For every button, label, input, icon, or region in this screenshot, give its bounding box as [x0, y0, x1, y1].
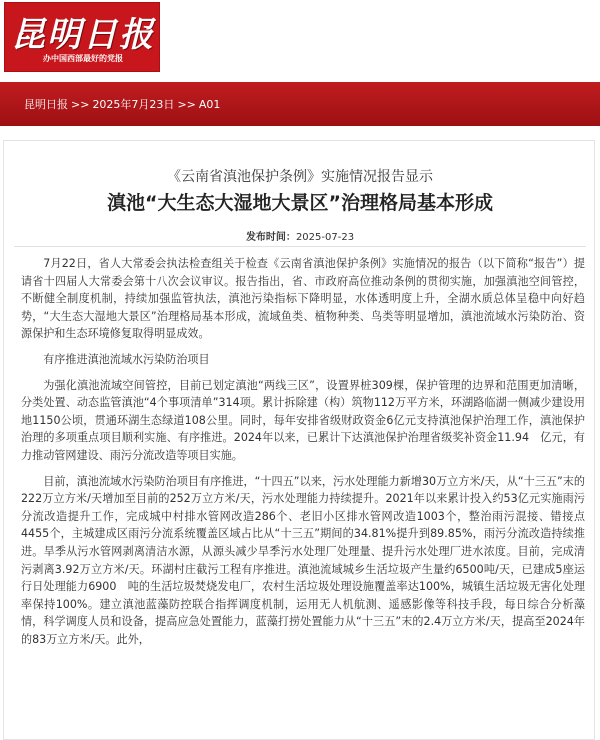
- title-divider: [14, 246, 586, 247]
- paragraph-pollution-projects: 目前，滇池流域水污染防治项目有序推进，“十四五”以来，污水处理能力新增30万立方米/天，从“十三五”末的222万立方米/天增加至目前的252万立方米/天，污水处理能力持续提升。2021年以来累计投入约53亿元实施雨污分流改造提升工作，完成城中村排水管网改造286个、老旧小区排水管网改造1003个，整治雨污混接、错接点4455个，主城建成区雨污分流系统覆盖区域占比从“十三五”期间的34.81%提升到89.85%，雨污分流改造持续推进。旱季从污水管网剥离清洁水源，从源头减少旱季污水处理厂处理量、提升污水处理厂进水浓度。目前，完成清污剥离3.92万立方米/天。环湖村庄截污工程有序推进。滇池流域城乡生活垃圾产生量约6500吨/天，已建成5座运行日处理能力6900 吨的生活垃圾焚烧发电厂，农村生活垃圾处理设施覆盖率达100%，城镇生活垃圾无害化处理率保持100%。建立滇池蓝藻防控联合指挥调度机制，运用无人机航测、遥感影像等科技手段，每日综合分析藻情，科学调度人员和设备，提高应急处置能力，蓝藻打捞处置能力从“十三五”末的2.4万立方米/天，提高至2024年的83万立方米/天。此外，: [21, 474, 585, 646]
- breadcrumb-separator: >>: [177, 98, 196, 111]
- article-pre-title: 《云南省滇池保护条例》实施情况报告显示: [167, 169, 433, 185]
- logo-text: 昆明日报: [11, 15, 155, 55]
- logo-slogan: 办中国西部最好的党报: [43, 54, 123, 63]
- breadcrumb-paper-link[interactable]: 昆明日报: [24, 98, 68, 111]
- breadcrumb-date-link[interactable]: 2025年7月23日: [92, 98, 175, 111]
- breadcrumb-page-link[interactable]: A01: [198, 98, 221, 111]
- article-meta: [0, 228, 600, 243]
- breadcrumb: [24, 96, 220, 112]
- breadcrumb-separator: >>: [71, 98, 90, 111]
- paragraph-intro: 7月22日，省人大常委会执法检查组关于检查《云南省滇池保护条例》实施情况的报告（以下简称“报告”）提请省十四届人大常委会第十八次会议审议。报告指出，省、市政府高位推动条例的贯彻实施，加强滇池空间管控，不断健全制度机制，持续加强监管执法，滇池污染指标下降明显，水体透明度上升，全湖水质总体呈稳中向好趋势，“大生态大湿地大景区”治理格局基本形成，流域鱼类、植物种类、鸟类等明显增加，滇池流域水污染防治、资源保护和生态环境修复取得明显成效。: [21, 257, 585, 341]
- paragraph-spatial-control: 为强化滇池流域空间管控，目前已划定滇池“两线三区”，设置界桩309棵，保护管理的边界和范围更加清晰，分类处置、动态监管滇池“4个事项清单”314项。累计拆除建（构）筑物112万平方米，环湖路临湖一侧减少建设用地1150公顷，贯通环湖生态绿道108公里。同时，每年安排省级财政资金6亿元支持滇池保护治理工作，滇池保护治理的多项重点项目顺利实施、有序推进。2024年以来，已累计下达滇池保护治理省级奖补资金11.94 亿元，有力推动管网建设、雨污分流改造等项目实施。: [21, 378, 585, 462]
- publish-date: 2025-07-23: [295, 232, 355, 243]
- publish-time-label: 发布时间：: [245, 232, 296, 243]
- section-subheading: 有序推进滇池流域水污染防治项目: [43, 352, 210, 366]
- article-title: 滇池“大生态大湿地大景区”治理格局基本形成: [107, 192, 493, 214]
- masthead: [0, 0, 600, 76]
- newspaper-logo[interactable]: [4, 2, 160, 72]
- article-body: [21, 255, 585, 656]
